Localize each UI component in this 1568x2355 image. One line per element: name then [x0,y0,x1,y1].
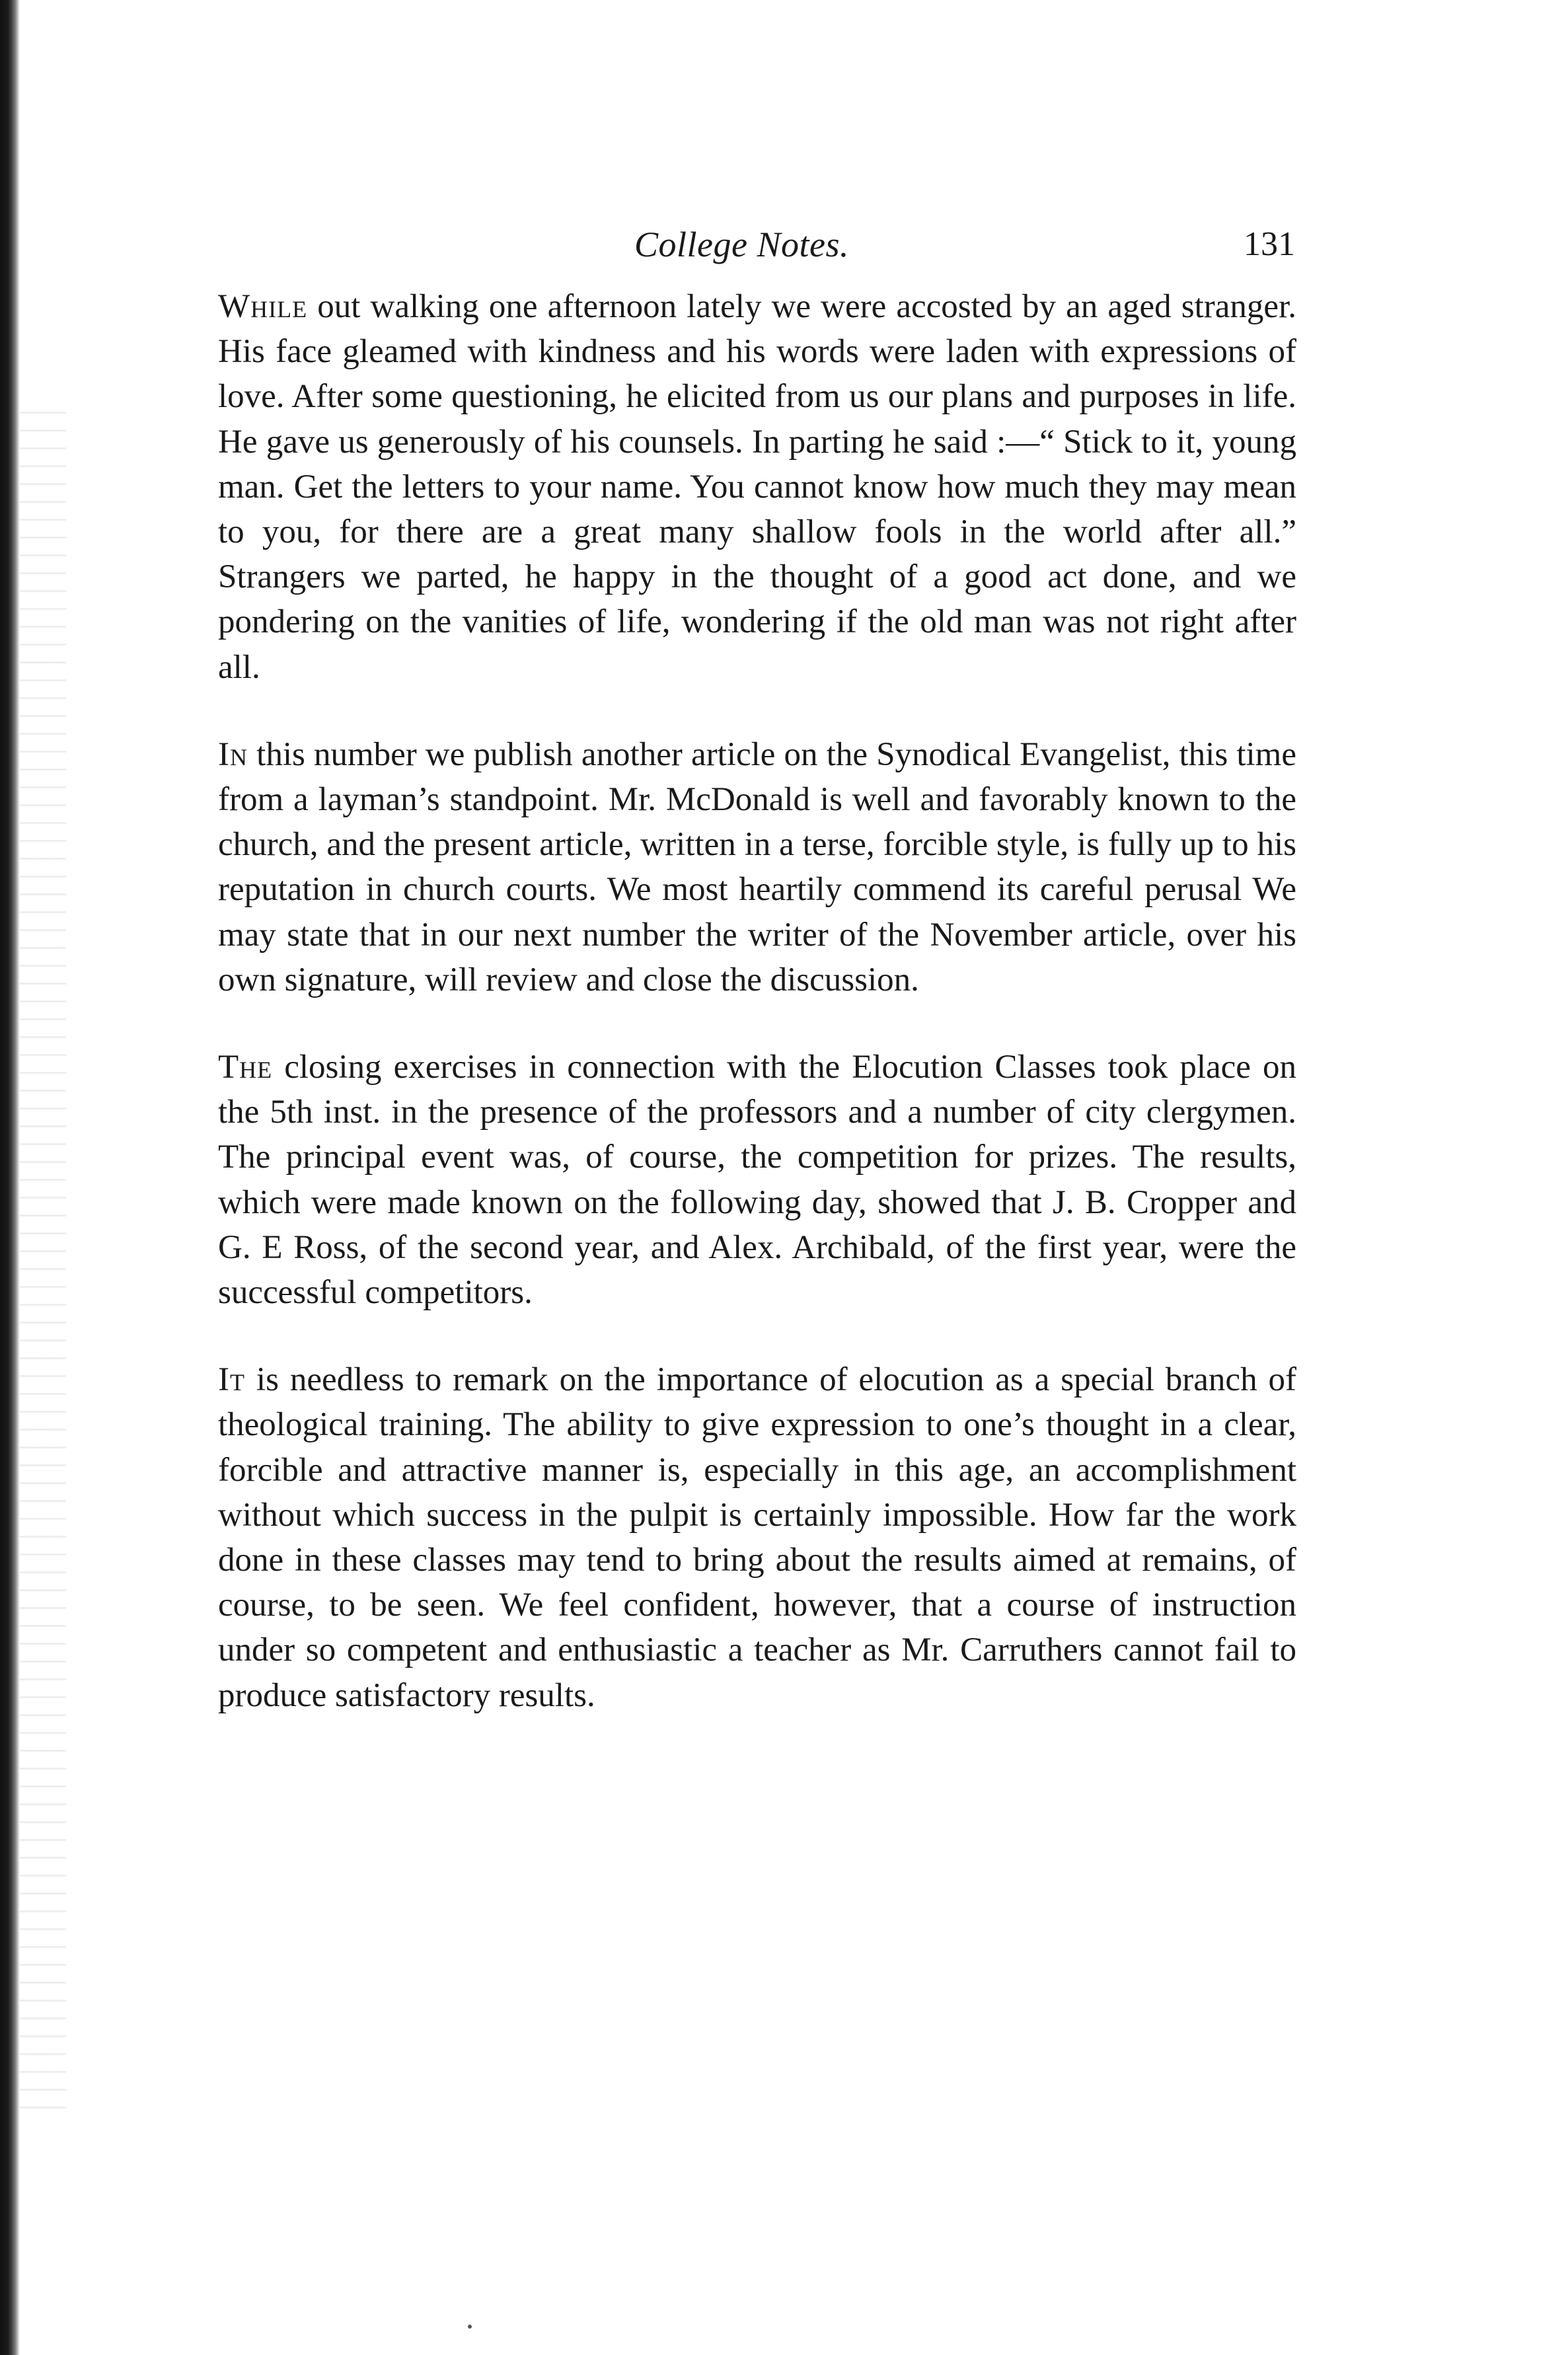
paragraph-lead: It [218,1361,245,1399]
running-title: College Notes. [634,225,849,264]
paragraph-text: this number we publish another article on the Synodical Evangelist, this time from a layman’s standpoint. Mr. McDonald is well and favorably known to the church, and the present article, written in a terse, forcible style, is fully up to his reputation in church courts. We most heartily commend its careful perusal We may state that in our next number the writer of the November article, over his own signature, will review and close the discussion. [218,735,1296,998]
paragraph-lead: While [218,288,308,325]
paragraph-lead: The [218,1049,273,1086]
paragraph-text: is needless to remark on the importance of elocution as a special branch of theological training. The ability to give expression to one’s thought in a clear, forcible and attractive manner is, especially in this age, an accomplishment without which success in the pulpit is certainly impossible. How far the work done in these classes may tend to bring about the results aimed at remains, of course, to be seen. We feel confident, however, that a course of instruction under so competent and enthusiastic a teacher as Mr. Carruthers cannot fail to produce satisfactory results. [218,1361,1296,1714]
print-speck [468,2325,472,2329]
page-body [218,284,1296,1718]
page-number: 131 [1244,225,1295,263]
paragraph-elocution-importance [218,1357,1296,1718]
paragraph-evangelist [218,732,1296,1002]
paragraph-text: closing exercises in connection with the Elocution Classes took place on the 5th inst. in the presence of the professors and a number of city clergymen. The principal event was, of course, the competition for prizes. The results, which were made known on the following day, showed that J. B. Cropper and G. E Ross, of the second year, and Alex. Archibald, of the first year, were the successful competitors. [218,1049,1296,1312]
running-header [225,218,1295,271]
binding-shadow [20,396,66,2114]
paragraph-lead: In [218,735,248,773]
book-binding-edge [0,0,20,2355]
paragraph-stranger [218,284,1296,690]
paragraph-text: out walking one afternoon lately we were accosted by an aged stranger. His face gleamed with kindness and his words were laden with expressions of love. After some questioning, he elicited from us our plans and purposes in life. He gave us generously of his counsels. In parting he said :—“ Stick to it, young man. Get the letters to your name. You cannot know how much they may mean to you, for there are a great many shallow fools in the world after all.” Strangers we parted, he happy in the thought of a good act done, and we pondering on the vanities of life, wondering if the old man was not right after all. [218,288,1296,686]
paragraph-elocution-exercises [218,1045,1296,1315]
